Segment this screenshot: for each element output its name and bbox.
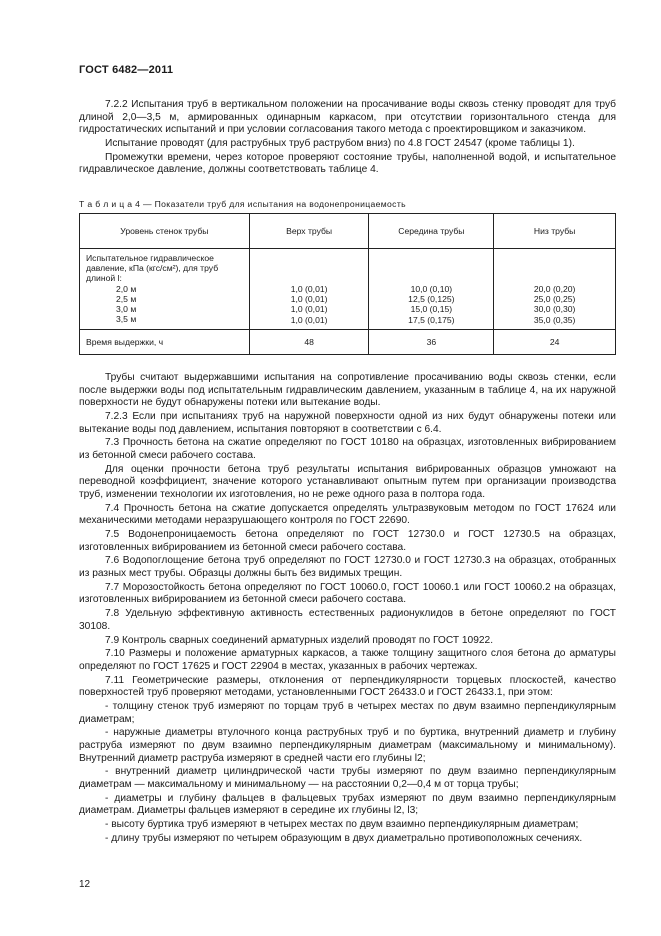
value-item: 12,5 (0,125) bbox=[408, 294, 455, 305]
value-item: 10,0 (0,10) bbox=[410, 284, 453, 294]
paragraph: 7.6 Водопоглощение бетона труб определяют по ГОСТ 12730.0 и ГОСТ 12730.3 на образцах, отобранных из разных мест трубы. Образцы должны быть без видимых трещин. bbox=[79, 555, 616, 580]
length-list bbox=[86, 284, 246, 325]
paragraph: 7.10 Размеры и положение арматурных каркасов, а также толщину защитного слоя бетона до арматуры определяют по ГОСТ 17625 и ГОСТ 22904 в местах, указанных в рабочих чертежах. bbox=[79, 648, 616, 672]
value-item: 30,0 (0,30) bbox=[533, 304, 576, 315]
value-item: 1,0 (0,01) bbox=[290, 284, 328, 294]
paragraph: 7.3 Прочность бетона на сжатие определяют по ГОСТ 10180 на образцах, изготовленных вибрированием из бетонной смеси рабочего состава. bbox=[79, 437, 616, 461]
paragraph: 7.2.3 Если при испытаниях труб на наружной поверхности одной из них будут обнаружены потеки или вытекание воды под давлением, испытания повторяют в соответствии с 6.4. bbox=[79, 410, 616, 435]
top-text-block bbox=[79, 99, 616, 178]
length-item: 3,5 м bbox=[116, 314, 137, 325]
bottom-values-cell bbox=[494, 249, 616, 330]
header-wall-level: Уровень стенок трубы bbox=[80, 214, 250, 249]
value-item: 25,0 (0,25) bbox=[533, 294, 576, 305]
list-item: - диаметры и глубину фальцев в фальцевых трубах измеряют по двум взаимно перпендикулярным диаметрам. Диаметры фальцев измеряют в середине их глубины l2, l3; bbox=[79, 792, 616, 817]
paragraph: Трубы считают выдержавшими испытания на сопротивление просачиванию воды сквозь стенки, если после выдержки воды под испытательным гидравлическим давлением, указанным в таблице 4, на их наружной поверхности не будут обнаружены потеки или вытекание воды. bbox=[79, 372, 616, 409]
hold-time-bottom: 24 bbox=[494, 329, 616, 354]
paragraph: 7.11 Геометрические размеры, отклонения от перпендикулярности торцевых плоскостей, качество поверхностей труб проверяют методами, установленными ГОСТ 26433.0 и ГОСТ 26433.1, при этом: bbox=[79, 674, 616, 699]
paragraph: 7.9 Контроль сварных соединений арматурных изделий проводят по ГОСТ 10922. bbox=[105, 634, 494, 646]
pressure-cell bbox=[80, 249, 250, 330]
value-item: 20,0 (0,20) bbox=[533, 284, 576, 294]
value-item: 1,0 (0,01) bbox=[290, 294, 328, 305]
paragraph: 7.7 Морозостойкость бетона определяют по ГОСТ 10060.0, ГОСТ 10060.1 или ГОСТ 10060.2 на образцах, изготовленных вибрированием из бетонной смеси рабочего состава. bbox=[79, 581, 616, 606]
hold-time-middle: 36 bbox=[369, 329, 494, 354]
value-item: 17,5 (0,175) bbox=[408, 314, 455, 325]
table-row-hold-time bbox=[80, 329, 616, 354]
table-header-row bbox=[80, 214, 616, 249]
value-item: 15,0 (0,15) bbox=[410, 304, 453, 315]
paragraph: Для оценки прочности бетона труб результаты испытания вибрированных образцов умножают на переводной коэффициент, значение которого устанавливают опытным путем при организации производства труб, изменении технологии их изготовления, но не реже одного раза в полтора года. bbox=[79, 463, 616, 500]
hold-time-top: 48 bbox=[249, 329, 369, 354]
paragraph: 7.5 Водонепроницаемость бетона определяют по ГОСТ 12730.0 и ГОСТ 12730.5 на образцах, изготовленных вибрированием из бетонной смеси рабочего состава. bbox=[79, 529, 616, 553]
header-bottom: Низ трубы bbox=[494, 214, 616, 249]
value-item: 1,0 (0,01) bbox=[290, 304, 328, 315]
value-item: 35,0 (0,35) bbox=[533, 314, 576, 325]
paragraph-7-2-2: 7.2.2 Испытания труб в вертикальном положении на просачивание воды сквозь стенку проводят для труб длиной 2,0—3,5 м, армированных одинарным каркасом, при отсутствии горизонтального стенда для гидростатических испытаний и при условии согласования такого метода с проектировщиком и заказчиком. bbox=[79, 99, 616, 136]
pressure-label: Испытательное гидравлическое давление, кПа (кгс/см²), для труб длиной l: bbox=[86, 253, 219, 284]
length-item: 2,5 м bbox=[116, 293, 137, 304]
table-row-pressure bbox=[80, 249, 616, 330]
header-middle: Середина трубы bbox=[369, 214, 494, 249]
paragraph: 7.8 Удельную эффективную активность естественных радионуклидов в бетоне определяют по ГОСТ 30108. bbox=[79, 608, 616, 632]
list-item: - длину трубы измеряют по четырем образующим в двух диаметрально противоположных сечениях. bbox=[105, 832, 583, 844]
middle-values-cell bbox=[369, 249, 494, 330]
paragraph-test-method: Испытание проводят (для раструбных труб раструбом вниз) по 4.8 ГОСТ 24547 (кроме таблицы 1). bbox=[105, 137, 575, 149]
header-top: Верх трубы bbox=[249, 214, 369, 249]
paragraph: 7.4 Прочность бетона на сжатие допускается определять ультразвуковым методом по ГОСТ 17624 или механическими методами неразрушающего контроля по ГОСТ 22690. bbox=[79, 502, 616, 527]
document-header: ГОСТ 6482—2011 bbox=[79, 64, 174, 76]
top-values-cell bbox=[249, 249, 369, 330]
hold-time-label: Время выдержки, ч bbox=[80, 329, 250, 354]
list-item: - внутренний диаметр цилиндрической части трубы измеряют по двум взаимно перпендикулярным диаметрам — максимальному и минимальному — на расстоянии 0,2—0,4 м от торца трубы; bbox=[79, 766, 616, 791]
table-4 bbox=[79, 213, 616, 355]
bottom-text-block bbox=[79, 372, 616, 847]
length-item: 3,0 м bbox=[116, 304, 137, 315]
list-item: - толщину стенок труб измеряют по торцам труб в четырех местах по двум взаимно перпендикулярным диаметрам; bbox=[79, 701, 616, 725]
list-item: - высоту буртика труб измеряют в четырех местах по двум взаимно перпендикулярным диаметрам; bbox=[105, 819, 579, 831]
table-caption: Т а б л и ц а 4 — Показатели труб для испытания на водонепроницаемость bbox=[79, 199, 406, 209]
list-item: - наружные диаметры втулочного конца раструбных труб и по буртика, внутренний диаметр и глубину раструба измеряют по двум взаимно перпендикулярным диаметрам (максимальному и минимальному). Внутренний диаметр раструба измеряют в средней части его глубины l2; bbox=[79, 727, 616, 764]
length-item: 2,0 м bbox=[116, 283, 137, 294]
page-number: 12 bbox=[79, 879, 91, 890]
paragraph-intervals: Промежутки времени, через которое проверяют состояние трубы, наполненной водой, и испытательное гидравлическое давление, должны соответствовать таблице 4. bbox=[79, 151, 616, 176]
value-item: 1,0 (0,01) bbox=[290, 314, 328, 325]
